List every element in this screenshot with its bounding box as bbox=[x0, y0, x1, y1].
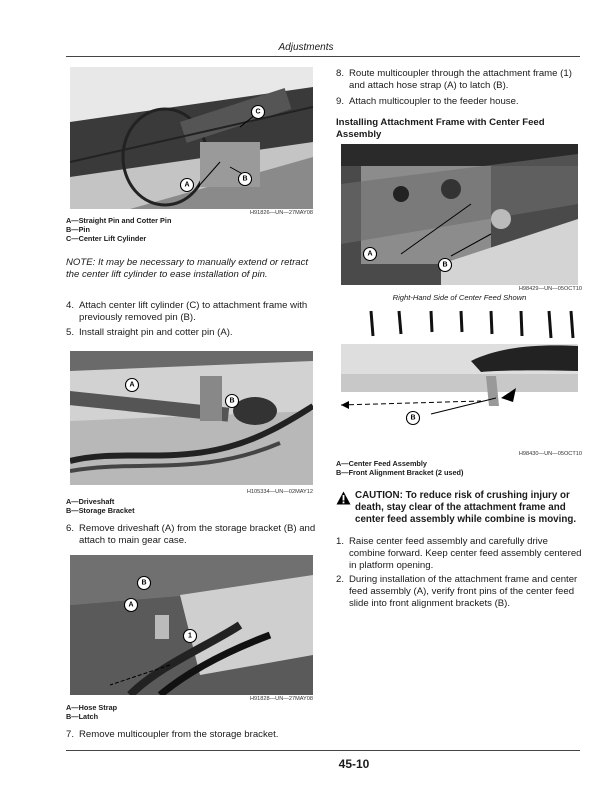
figure-center-feed-right-side bbox=[341, 144, 578, 285]
svg-text:1: 1 bbox=[188, 632, 192, 640]
page-number: 45-10 bbox=[338, 757, 370, 771]
legend-item: B—Storage Bracket bbox=[66, 506, 135, 515]
section-heading: Installing Attachment Frame with Center Feed Assembly bbox=[336, 117, 545, 140]
svg-text:B: B bbox=[410, 414, 416, 422]
figure-code: H91826—UN—27MAY08 bbox=[249, 210, 313, 216]
svg-text:C: C bbox=[255, 108, 261, 116]
figure-legend bbox=[66, 703, 117, 721]
svg-text:A: A bbox=[367, 250, 373, 258]
legend-item: B—Latch bbox=[66, 712, 99, 721]
header-rule bbox=[66, 56, 580, 57]
note: NOTE: It may be necessary to manually extend or retract the center lift cylinder to ease installation of pin. bbox=[66, 257, 309, 280]
callout-b bbox=[226, 395, 239, 408]
svg-text:A: A bbox=[129, 381, 135, 389]
step-5: 5. Install straight pin and cotter pin (A). bbox=[66, 327, 233, 338]
figure-center-lift-cylinder bbox=[70, 67, 313, 209]
step-9: 9. Attach multicoupler to the feeder house. bbox=[336, 96, 519, 107]
legend-item: A—Driveshaft bbox=[66, 497, 115, 506]
callout-1 bbox=[184, 630, 197, 643]
callout-a bbox=[364, 248, 377, 261]
caution-text: CAUTION: To reduce risk of crushing injury or death, stay clear of the attachment frame and center feed assembly while combine is moving. bbox=[355, 490, 577, 525]
step-7: 7. Remove multicoupler from the storage bracket. bbox=[66, 729, 279, 740]
figure-legend bbox=[66, 497, 135, 515]
step-4: 4. Attach center lift cylinder (C) to attachment frame with previously removed pin (B). bbox=[66, 300, 308, 323]
figure-code: H98429—UN—05OCT10 bbox=[518, 286, 582, 292]
figure-code: H98430—UN—05OCT10 bbox=[518, 451, 582, 457]
figure-hose-strap bbox=[70, 555, 313, 695]
callout-a bbox=[125, 599, 138, 612]
warning-triangle-icon bbox=[336, 491, 351, 505]
svg-text:A: A bbox=[184, 181, 190, 189]
step-2: 2. During installation of the attachment frame and center feed assembly (A), verify front pins of the center feed slide into front alignment brackets (B). bbox=[336, 574, 578, 609]
step-8: 8. Route multicoupler through the attachment frame (1) and attach hose strap (A) to latch (B). bbox=[336, 68, 572, 91]
callout-b bbox=[439, 259, 452, 272]
legend-item: A—Straight Pin and Cotter Pin bbox=[66, 216, 172, 225]
callout-b bbox=[407, 412, 420, 425]
svg-text:B: B bbox=[242, 175, 248, 183]
legend-item: B—Front Alignment Bracket (2 used) bbox=[336, 468, 464, 477]
page-header: Adjustments bbox=[278, 42, 334, 53]
legend-item: C—Center Lift Cylinder bbox=[66, 234, 147, 243]
callout-a bbox=[126, 379, 139, 392]
legend-item: A—Center Feed Assembly bbox=[336, 459, 427, 468]
footer-rule bbox=[66, 750, 580, 751]
svg-text:B: B bbox=[229, 397, 235, 405]
figure-code: H91828—UN—27MAY08 bbox=[249, 696, 313, 702]
figure-driveshaft bbox=[70, 351, 313, 485]
callout-b bbox=[138, 577, 151, 590]
svg-text:A: A bbox=[128, 601, 134, 609]
step-6: 6. Remove driveshaft (A) from the storage bracket (B) and attach to main gear case. bbox=[66, 523, 316, 546]
figure-front-alignment-bracket bbox=[341, 306, 578, 441]
figure-legend bbox=[336, 459, 463, 477]
callout-b bbox=[239, 173, 252, 186]
caution-block bbox=[336, 490, 584, 526]
legend-item: A—Hose Strap bbox=[66, 703, 118, 712]
figure-legend bbox=[66, 216, 171, 243]
step-1: 1. Raise center feed assembly and carefully drive combine forward. Keep center feed assembly centered in platform opening. bbox=[336, 536, 582, 571]
svg-text:B: B bbox=[442, 261, 448, 269]
callout-c bbox=[252, 106, 265, 119]
figure-caption: Right-Hand Side of Center Feed Shown bbox=[392, 293, 527, 302]
svg-text:B: B bbox=[141, 579, 147, 587]
figure-code: H105334—UN—02MAY12 bbox=[246, 489, 313, 495]
callout-a bbox=[181, 179, 194, 192]
legend-item: B—Pin bbox=[66, 225, 90, 234]
